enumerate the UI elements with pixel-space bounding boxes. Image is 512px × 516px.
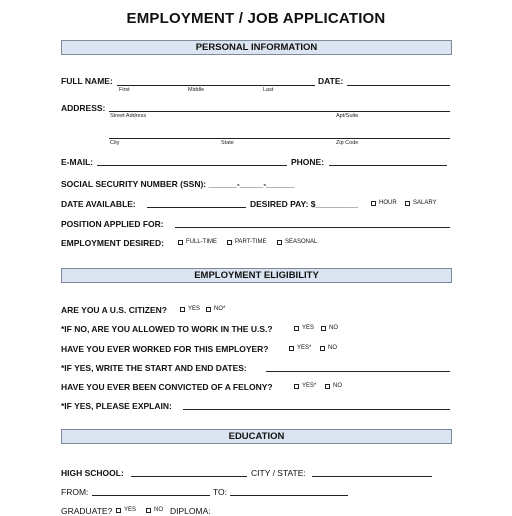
phone-label: PHONE: xyxy=(291,157,325,167)
zip-sublabel: Zip Code xyxy=(336,140,359,146)
position-field[interactable] xyxy=(175,227,450,228)
desired-pay-field[interactable]: DESIRED PAY: $_________ xyxy=(250,199,359,209)
citizen-no-checkbox[interactable] xyxy=(206,307,211,312)
part-time-label: PART-TIME xyxy=(235,239,267,245)
salary-checkbox[interactable] xyxy=(405,201,410,206)
explain-label: *IF YES, PLEASE EXPLAIN: xyxy=(61,401,172,411)
form-title: EMPLOYMENT / JOB APPLICATION xyxy=(126,10,386,27)
seasonal-label: SEASONAL xyxy=(285,239,318,245)
work-auth-yes-option[interactable] xyxy=(294,325,314,331)
full-name-field[interactable] xyxy=(117,85,315,86)
section-header-personal: PERSONAL INFORMATION xyxy=(61,40,452,55)
state-sublabel: State xyxy=(221,140,234,146)
work-auth-yes-label: YES xyxy=(302,325,315,331)
work-auth-no-checkbox[interactable] xyxy=(321,326,326,331)
diploma-label: DIPLOMA: xyxy=(170,506,211,516)
felony-no-checkbox[interactable] xyxy=(325,384,330,389)
citizen-question: ARE YOU A U.S. CITIZEN? xyxy=(61,305,167,315)
middle-sublabel: Middle xyxy=(188,87,205,93)
date-field[interactable] xyxy=(347,85,450,86)
worked-before-question: HAVE YOU EVER WORKED FOR THIS EMPLOYER? xyxy=(61,344,269,354)
full-time-label: FULL-TIME xyxy=(186,239,218,245)
explain-field[interactable] xyxy=(183,409,450,410)
graduate-yes-label: YES xyxy=(124,507,137,513)
citizen-yes-option[interactable] xyxy=(180,306,200,312)
hour-checkbox[interactable] xyxy=(371,201,376,206)
seasonal-option[interactable] xyxy=(277,239,317,245)
phone-field[interactable] xyxy=(329,165,447,166)
hour-option[interactable] xyxy=(371,200,397,206)
graduate-no-option[interactable] xyxy=(146,507,163,513)
salary-label: SALARY xyxy=(413,200,437,206)
start-end-dates-field[interactable] xyxy=(266,371,450,372)
citizen-no-option[interactable] xyxy=(206,306,225,312)
high-school-field[interactable] xyxy=(131,476,247,477)
section-header-eligibility: EMPLOYMENT ELIGIBILITY xyxy=(61,268,452,283)
citizen-no-label: NO* xyxy=(214,306,226,312)
work-auth-no-label: NO xyxy=(329,325,338,331)
address-label: ADDRESS: xyxy=(61,103,106,113)
felony-yes-checkbox[interactable] xyxy=(294,384,299,389)
citizen-yes-checkbox[interactable] xyxy=(180,307,185,312)
citizen-yes-label: YES xyxy=(188,306,201,312)
street-sublabel: Street Address xyxy=(110,113,147,119)
email-label: E-MAIL: xyxy=(61,157,94,167)
full-time-option[interactable] xyxy=(178,239,217,245)
ssn-field[interactable]: SOCIAL SECURITY NUMBER (SSN): ______-_____-______ xyxy=(61,179,295,189)
part-time-checkbox[interactable] xyxy=(227,240,232,245)
work-authorization-question: *IF NO, ARE YOU ALLOWED TO WORK IN THE U.S.? xyxy=(61,324,273,334)
worked-no-checkbox[interactable] xyxy=(320,346,325,351)
felony-question: HAVE YOU EVER BEEN CONVICTED OF A FELONY? xyxy=(61,382,273,392)
city-state-zip-field[interactable] xyxy=(109,138,450,139)
felony-yes-label: YES* xyxy=(302,383,317,389)
worked-yes-option[interactable] xyxy=(289,345,311,351)
graduate-yes-option[interactable] xyxy=(116,507,136,513)
full-time-checkbox[interactable] xyxy=(178,240,183,245)
salary-option[interactable] xyxy=(405,200,437,206)
city-state-field[interactable] xyxy=(312,476,432,477)
first-sublabel: First xyxy=(119,87,130,93)
email-field[interactable] xyxy=(97,165,287,166)
employment-desired-label: EMPLOYMENT DESIRED: xyxy=(61,238,164,248)
seasonal-checkbox[interactable] xyxy=(277,240,282,245)
worked-no-option[interactable] xyxy=(320,345,337,351)
part-time-option[interactable] xyxy=(227,239,266,245)
section-header-education: EDUCATION xyxy=(61,429,452,444)
worked-yes-label: YES* xyxy=(297,345,312,351)
city-state-label: CITY / STATE: xyxy=(251,468,306,478)
street-address-field[interactable] xyxy=(109,111,450,112)
date-available-label: DATE AVAILABLE: xyxy=(61,199,136,209)
apt-sublabel: Apt/Suite xyxy=(336,113,359,119)
start-end-dates-label: *IF YES, WRITE THE START AND END DATES: xyxy=(61,363,247,373)
graduate-no-label: NO xyxy=(154,507,163,513)
date-label: DATE: xyxy=(318,76,344,86)
worked-no-label: NO xyxy=(328,345,337,351)
high-school-label: HIGH SCHOOL: xyxy=(61,468,124,478)
felony-no-label: NO xyxy=(333,383,342,389)
full-name-label: FULL NAME: xyxy=(61,76,113,86)
to-field[interactable] xyxy=(230,495,348,496)
hour-label: HOUR xyxy=(379,200,397,206)
to-label: TO: xyxy=(213,487,228,497)
date-available-field[interactable] xyxy=(147,207,246,208)
position-label: POSITION APPLIED FOR: xyxy=(61,219,164,229)
graduate-label: GRADUATE? xyxy=(61,506,113,516)
worked-yes-checkbox[interactable] xyxy=(289,346,294,351)
from-field[interactable] xyxy=(92,495,210,496)
work-auth-yes-checkbox[interactable] xyxy=(294,326,299,331)
felony-no-option[interactable] xyxy=(325,383,342,389)
city-sublabel: City xyxy=(110,140,120,146)
work-auth-no-option[interactable] xyxy=(321,325,338,331)
from-label: FROM: xyxy=(61,487,89,497)
last-sublabel: Last xyxy=(263,87,274,93)
felony-yes-option[interactable] xyxy=(294,383,316,389)
